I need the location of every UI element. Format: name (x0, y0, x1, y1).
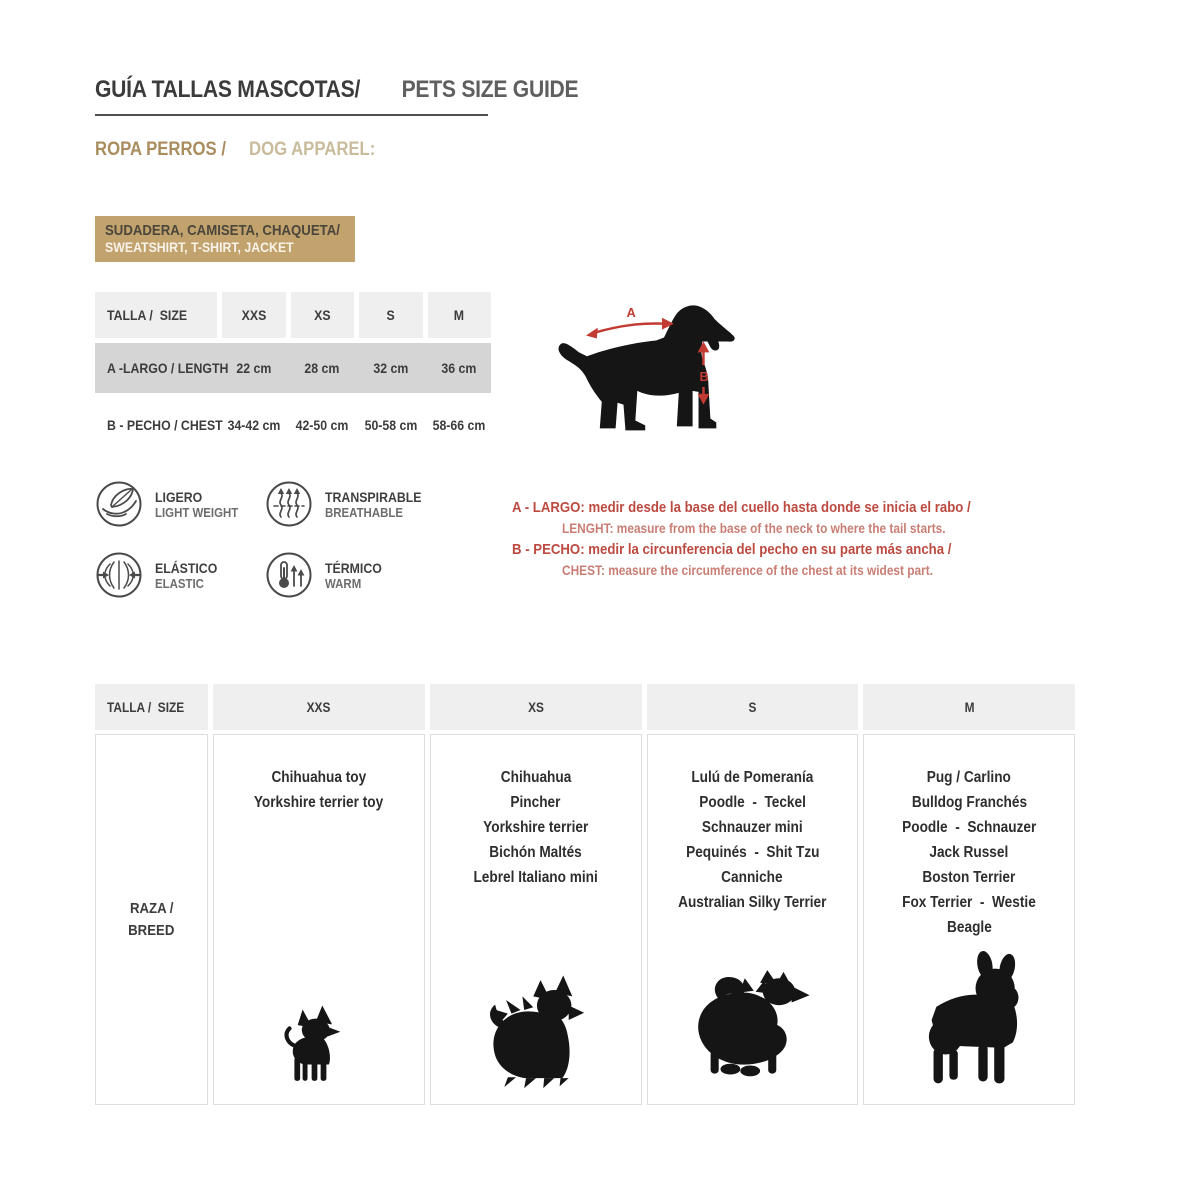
note-length: A - LARGO: medir desde la base del cuello hasta donde se inicia el rabo / LENGHT: measure from the base of the neck to where the tail starts. (512, 499, 971, 536)
breed-table-header-cell: M (863, 684, 1075, 730)
size-table-header-cell: XS (291, 292, 355, 338)
section-subtitle (95, 139, 393, 161)
page-title-en: PETS SIZE GUIDE (396, 76, 579, 103)
title-underline (95, 114, 488, 116)
subtitle-en: DOG APPAREL: (249, 139, 376, 160)
category-banner (95, 216, 355, 262)
table-cell: 32 cm (373, 360, 409, 376)
lightweight-feather-icon (95, 480, 143, 528)
svg-text:A: A (626, 304, 636, 320)
breed-table (95, 684, 1075, 1105)
measure-arrow-b (698, 341, 710, 404)
breed-table-header-cell: TALLA / SIZE (95, 684, 208, 730)
row-label: B - PECHO / CHEST (107, 416, 223, 433)
breed-table-header-cell: XS (430, 684, 642, 730)
breathable-icon (265, 480, 313, 528)
breed-list: Chihuahua toy Yorkshire terrier toy (254, 769, 384, 811)
size-table-header-cell: XXS (222, 292, 286, 338)
feature-breathable (265, 480, 495, 528)
row-label: A -LARGO / LENGTH (107, 360, 229, 376)
breed-table-body (95, 734, 1075, 1105)
table-cell: 42-50 cm (295, 416, 349, 433)
breed-column-xxs (213, 734, 425, 1105)
table-cell: 34-42 cm (227, 416, 281, 433)
feature-labels: TÉRMICO WARM (325, 559, 382, 591)
breed-column-xs (430, 734, 642, 1105)
page-title (95, 76, 604, 104)
breed-list: Chihuahua Pincher Yorkshire terrier Bichón Maltés Lebrel Italiano mini (473, 769, 598, 886)
table-cell: 22 cm (236, 360, 272, 376)
breed-table-header-cell: S (647, 684, 859, 730)
size-table-header-cell: TALLA / SIZE (95, 292, 217, 338)
breed-column-m (863, 734, 1075, 1105)
french-bulldog-silhouette-icon (908, 949, 1030, 1094)
size-table-header-cell: S (359, 292, 423, 338)
banner-line-es: SUDADERA, CAMISETA, CHAQUETA/ (105, 222, 340, 239)
subtitle-es: ROPA PERROS / (95, 139, 231, 160)
feature-labels: ELÁSTICO ELASTIC (155, 559, 218, 591)
feature-lightweight (95, 480, 265, 528)
table-cell: 36 cm (441, 360, 477, 376)
size-table (95, 292, 491, 451)
feature-thermal (265, 551, 495, 599)
banner-line-en: SWEATSHIRT, T-SHIRT, JACKET (105, 239, 294, 255)
breed-column-s (647, 734, 859, 1105)
measure-arrow-a (586, 305, 674, 339)
longhair-chihuahua-silhouette-icon (482, 971, 590, 1094)
svg-text:B: B (699, 368, 709, 384)
breed-table-header-cell: XXS (213, 684, 425, 730)
feature-list (95, 480, 495, 599)
thermal-icon (265, 551, 313, 599)
table-cell: 58-66 cm (432, 416, 486, 433)
measurement-diagram (552, 300, 772, 463)
feature-labels: LIGERO LIGHT WEIGHT (155, 488, 239, 520)
elastic-icon (95, 551, 143, 599)
measuring-notes (512, 497, 971, 581)
breed-list: Lulú de Pomeranía Poodle - Teckel Schnauzer mini Pequinés - Shit Tzu Canniche Australian Silky Terrier (678, 769, 827, 911)
feature-labels: TRANSPIRABLE BREATHABLE (325, 488, 422, 520)
chihuahua-silhouette-icon (282, 1003, 356, 1090)
breed-row-label: RAZA / BREED (95, 734, 208, 1105)
breed-table-header-row (95, 684, 1075, 730)
page-title-es: GUÍA TALLAS MASCOTAS/ (95, 76, 361, 103)
breed-list: Pug / Carlino Bulldog Franchés Poodle - Schnauzer Jack Russel Boston Terrier Fox Terrier - Westie Beagle (902, 769, 1037, 936)
pomeranian-silhouette-icon (689, 962, 815, 1084)
feature-elastic (95, 551, 265, 599)
note-chest: B - PECHO: medir la circunferencia del pecho en su parte más ancha / CHEST: measure the circumference of the chest at its widest part. (512, 541, 952, 578)
size-table-row-chest (95, 398, 491, 451)
size-table-header-row (95, 292, 491, 338)
table-cell: 50-58 cm (364, 416, 418, 433)
size-table-row-length (95, 343, 491, 393)
labrador-measure-icon (552, 300, 772, 458)
size-table-header-cell: M (428, 292, 492, 338)
table-cell: 28 cm (304, 360, 340, 376)
